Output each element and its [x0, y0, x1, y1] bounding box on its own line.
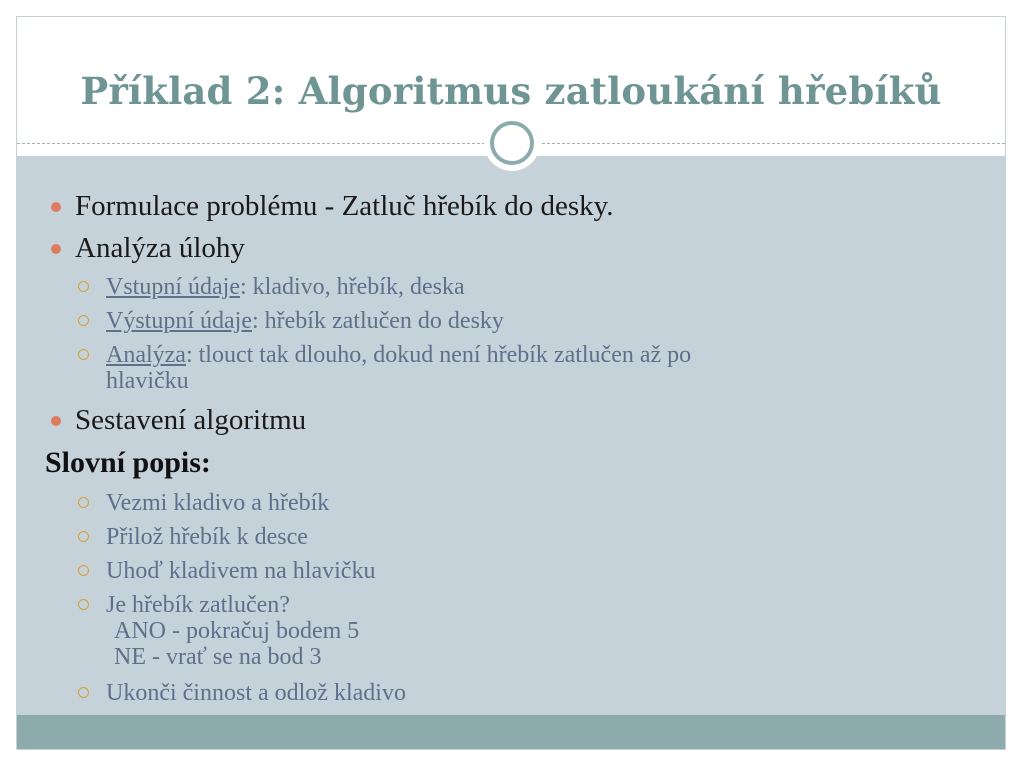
bullet-formulace	[75, 190, 614, 223]
ring-bullet-icon	[78, 315, 89, 326]
ring-bullet-icon	[78, 531, 89, 542]
sub-bullet-label: Výstupní údaje	[106, 308, 252, 334]
ring-bullet-icon	[78, 599, 89, 610]
sub-bullet-vystupni	[106, 308, 504, 334]
ring-bullet-icon	[78, 497, 89, 508]
step-text: Ukonči činnost a odlož kladivo	[106, 680, 406, 706]
bullet-dot-icon	[51, 244, 61, 254]
bullet-text: Formulace problému - Zatluč hřebík do desky.	[75, 190, 614, 222]
bullet-sestaveni	[75, 404, 306, 437]
sub-bullet-text: : tlouct tak dlouho, dokud není hřebík zatlučen až po	[185, 342, 692, 368]
sub-bullet-label: Analýza	[106, 342, 186, 368]
step-item	[106, 490, 329, 516]
sub-bullet-continuation: hlavičku	[106, 368, 189, 394]
slide-title: Příklad 2: Algoritmus zatloukání hřebíků	[80, 69, 942, 113]
step-item	[106, 524, 308, 550]
step-substep: NE - vrať se na bod 3	[114, 644, 322, 670]
circle-ornament-icon	[484, 115, 540, 171]
step-text: Přilož hřebík k desce	[106, 524, 308, 550]
step-item	[106, 680, 406, 706]
sub-bullet-label: Vstupní údaje	[106, 274, 240, 300]
footer-band	[17, 715, 1005, 750]
bullet-text: Analýza úlohy	[75, 232, 245, 264]
sub-bullet-vstupni	[106, 274, 465, 300]
bullet-analyza	[75, 232, 245, 265]
ring-bullet-icon	[78, 687, 89, 698]
step-substep: ANO - pokračuj bodem 5	[114, 618, 360, 644]
bullet-dot-icon	[51, 202, 61, 212]
bullet-text: Sestavení algoritmu	[75, 404, 307, 436]
sub-bullet-analyza	[106, 342, 691, 394]
bullet-dot-icon	[51, 416, 61, 426]
sub-bullet-text: : hřebík zatlučen do desky	[251, 308, 504, 334]
content-area	[17, 156, 1005, 715]
step-item	[106, 558, 375, 584]
step-item	[106, 592, 359, 670]
section-heading: Slovní popis:	[45, 446, 211, 479]
ring-bullet-icon	[78, 565, 89, 576]
slide-frame	[16, 16, 1006, 750]
circle-ring	[490, 121, 534, 165]
sub-bullet-text: : kladivo, hřebík, deska	[239, 274, 465, 300]
step-text: Vezmi kladivo a hřebík	[106, 490, 330, 516]
ring-bullet-icon	[78, 281, 89, 292]
step-text: Je hřebík zatlučen?	[106, 592, 290, 618]
step-text: Uhoď kladivem na hlavičku	[106, 558, 376, 584]
ring-bullet-icon	[78, 349, 89, 360]
